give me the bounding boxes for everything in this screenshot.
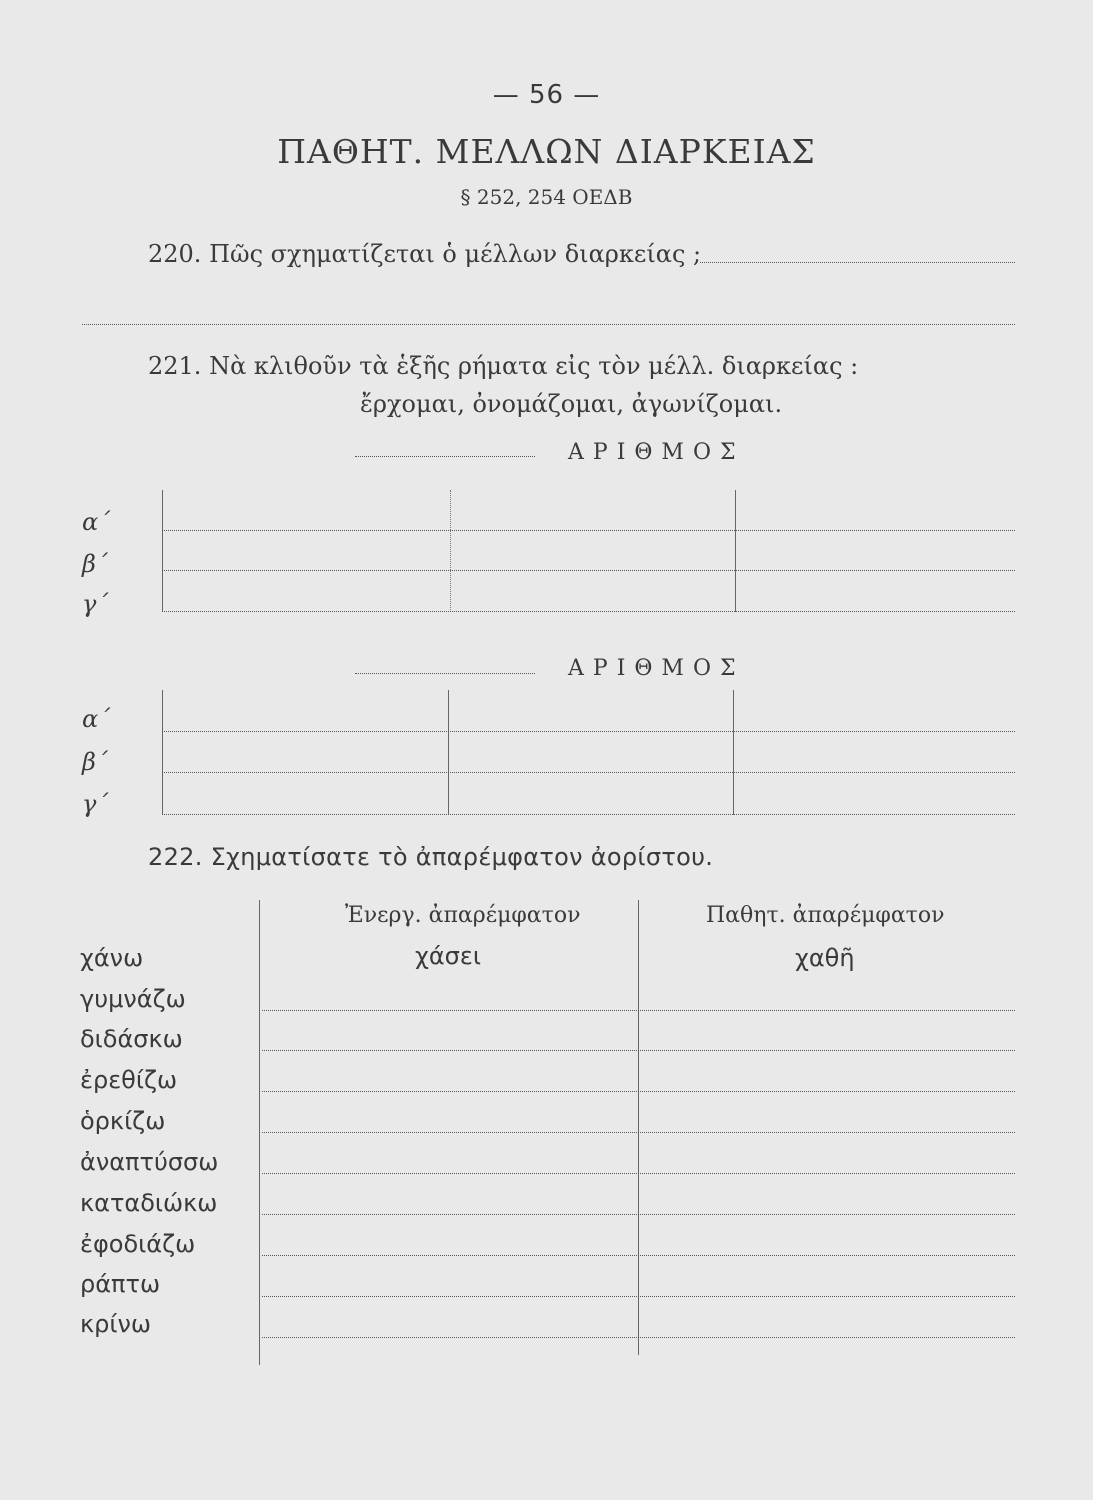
table1-line-beta[interactable] bbox=[162, 570, 1015, 571]
answer-line[interactable] bbox=[262, 1255, 1015, 1256]
answer-line-220-a[interactable] bbox=[700, 262, 1015, 263]
row-label-beta-2: β΄ bbox=[82, 748, 108, 776]
answer-line[interactable] bbox=[262, 1010, 1015, 1011]
table1-line-gamma[interactable] bbox=[162, 611, 1015, 612]
verb-table-divider-2 bbox=[638, 900, 639, 1355]
table1-line-alpha[interactable] bbox=[162, 530, 1015, 531]
answer-line[interactable] bbox=[262, 1296, 1015, 1297]
verb-list-item: χάνω bbox=[80, 944, 144, 972]
verb-list-item: καταδιώκω bbox=[80, 1189, 218, 1217]
answer-line[interactable] bbox=[262, 1050, 1015, 1051]
row-label-gamma-1: γ΄ bbox=[82, 590, 109, 618]
row-label-alpha-2: α΄ bbox=[82, 705, 111, 733]
verb-table-divider-1 bbox=[259, 900, 260, 1365]
verb-list-item: ὁρκίζω bbox=[80, 1107, 166, 1135]
table2-divider-3 bbox=[733, 690, 734, 815]
verb-list-item: ἐρεθίζω bbox=[80, 1066, 178, 1094]
question-221: 221. Νὰ κλιθοῦν τὰ ἑξῆς ρήματα εἰς τὸν μέλλ. διαρκείας : bbox=[148, 352, 859, 380]
verb-list-item: διδάσκω bbox=[80, 1025, 183, 1053]
answer-line[interactable] bbox=[262, 1173, 1015, 1174]
page-number: — 56 — bbox=[492, 80, 601, 110]
row-label-alpha-1: α΄ bbox=[82, 508, 111, 536]
column-header-active: Ἐνεργ. ἀπαρέμφατον bbox=[345, 903, 581, 928]
answer-line-220-b[interactable] bbox=[82, 324, 1015, 325]
page-title: ΠΑΘΗΤ. ΜΕΛΛΩΝ ΔΙΑΡΚΕΙΑΣ bbox=[277, 132, 816, 171]
verb-list-item: ἀναπτύσσω bbox=[80, 1148, 219, 1176]
verb-list-item: γυμνάζω bbox=[80, 985, 186, 1013]
table1-divider-3 bbox=[735, 490, 736, 612]
column-header-passive: Παθητ. ἀπαρέμφατον bbox=[706, 903, 945, 928]
answer-active-1[interactable]: χάσει bbox=[415, 942, 481, 970]
question-222: 222. Σχηματίσατε τὸ ἀπαρέμφατον ἀορίστου. bbox=[148, 843, 714, 871]
table2-line-beta[interactable] bbox=[162, 772, 1015, 773]
question-220: 220. Πῶς σχηματίζεται ὁ μέλλων διαρκείας ; bbox=[148, 240, 702, 268]
answer-line[interactable] bbox=[262, 1214, 1015, 1215]
answer-line[interactable] bbox=[262, 1337, 1015, 1338]
answer-line[interactable] bbox=[262, 1132, 1015, 1133]
row-label-gamma-2: γ΄ bbox=[82, 790, 109, 818]
question-221-verbs: ἔρχομαι, ὀνομάζομαι, ἀγωνίζομαι. bbox=[360, 390, 783, 418]
grammar-reference: § 252, 254 ΟΕΔΒ bbox=[460, 185, 633, 209]
table2-divider-1 bbox=[162, 690, 163, 815]
verb-list-item: ράπτω bbox=[80, 1270, 161, 1298]
verb-list-item: κρίνω bbox=[80, 1310, 152, 1338]
verb-list-item: ἐφοδιάζω bbox=[80, 1230, 196, 1258]
table2-line-gamma[interactable] bbox=[162, 814, 1015, 815]
number-label-1: ΑΡΙΘΜΟΣ bbox=[568, 440, 745, 465]
table1-divider-2 bbox=[450, 490, 451, 612]
table2-divider-2 bbox=[448, 690, 449, 815]
table2-line-alpha[interactable] bbox=[162, 731, 1015, 732]
table2-heading-line[interactable] bbox=[355, 673, 535, 674]
row-label-beta-1: β΄ bbox=[82, 550, 108, 578]
number-label-2: ΑΡΙΘΜΟΣ bbox=[568, 656, 745, 681]
table1-heading-line[interactable] bbox=[355, 456, 535, 457]
answer-line[interactable] bbox=[262, 1091, 1015, 1092]
table1-divider-1 bbox=[162, 490, 163, 612]
answer-passive-1[interactable]: χαθῆ bbox=[795, 944, 855, 972]
